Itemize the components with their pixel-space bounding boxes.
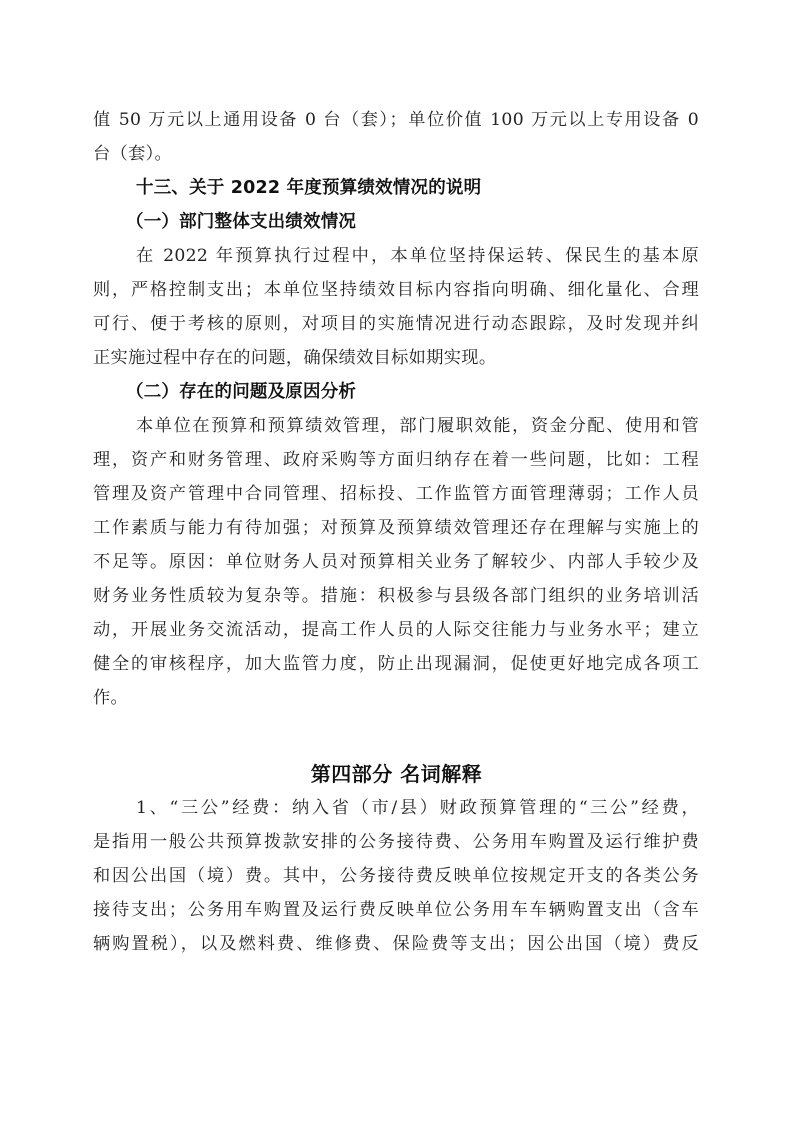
paragraph-line: 值 50 万元以上通用设备 0 台（套）；单位价值 100 万元以上专用设备 0 xyxy=(93,110,699,130)
paragraph-line: 不足等。原因：单位财务人员对预算相关业务了解较少、内部人手较少及 xyxy=(93,552,699,572)
paragraph-line: 是指用一般公共预算拨款安排的公务接待费、公务用车购置及运行维护费 xyxy=(93,832,699,852)
paragraph-line: 理，资产和财务管理、政府采购等方面归纳存在着一些问题，比如：工程 xyxy=(93,450,699,470)
paragraph-line: 1、“三公”经费：纳入省（市/县）财政预算管理的“三公”经费， xyxy=(136,798,699,818)
paragraph-line: 动，开展业务交流活动，提高工作人员的人际交往能力与业务水平；建立 xyxy=(93,620,699,640)
paragraph-line: 接待支出；公务用车购置及运行费反映单位公务用车车辆购置支出（含车 xyxy=(93,900,699,920)
paragraph-line: 和因公出国（境）费。其中，公务接待费反映单位按规定开支的各类公务 xyxy=(93,866,699,886)
paragraph-line: 本单位在预算和预算绩效管理，部门履职效能，资金分配、使用和管 xyxy=(136,416,699,436)
paragraph-line: 可行、便于考核的原则，对项目的实施情况进行动态跟踪，及时发现并纠 xyxy=(93,314,699,334)
paragraph-line: 工作素质与能力有待加强；对预算及预算绩效管理还存在理解与实施上的 xyxy=(93,518,699,538)
paragraph-line: 在 2022 年预算执行过程中，本单位坚持保运转、保民生的基本原 xyxy=(136,246,699,266)
subsection-heading: （二）存在的问题及原因分析 xyxy=(126,382,357,402)
section-heading: 十三、关于 2022 年度预算绩效情况的说明 xyxy=(136,178,482,198)
paragraph-line: 作。 xyxy=(93,688,129,708)
paragraph-line: 健全的审核程序，加大监管力度，防止出现漏洞，促使更好地完成各项工 xyxy=(93,654,699,674)
paragraph-line: 辆购置税），以及燃料费、维修费、保险费等支出；因公出国（境）费反 xyxy=(93,934,699,954)
part-title: 第四部分 名词解释 xyxy=(310,762,483,786)
paragraph-line: 台（套）。 xyxy=(93,144,173,164)
paragraph-line: 则，严格控制支出；本单位坚持绩效目标内容指向明确、细化量化、合理 xyxy=(93,280,699,300)
paragraph-line: 管理及资产管理中合同管理、招标投、工作监管方面管理薄弱；工作人员 xyxy=(93,484,699,504)
paragraph-line: 财务业务性质较为复杂等。措施：积极参与县级各部门组织的业务培训活 xyxy=(93,586,699,606)
paragraph-line: 正实施过程中存在的问题，确保绩效目标如期实现。 xyxy=(93,348,497,368)
subsection-heading: （一）部门整体支出绩效情况 xyxy=(126,212,357,232)
